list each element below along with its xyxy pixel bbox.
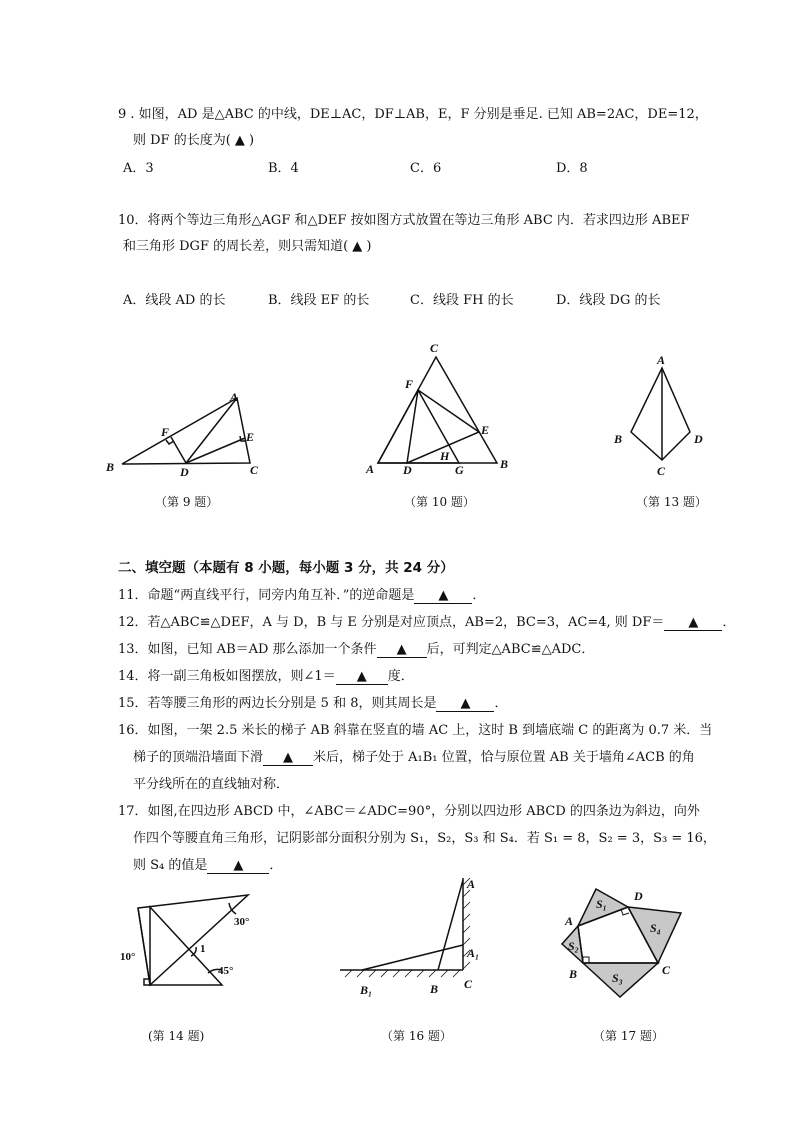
fig10-label-h: H <box>440 449 450 463</box>
q11-text: 11．命题“两直线平行，同旁内角互补．”的逆命题是 <box>118 588 415 603</box>
fig14-label-1: 1 <box>200 943 206 955</box>
q16-line1: 16．如图，一架 2.5 米长的梯子 AB 斜靠在竖直的墙 AC 上，这时 B 到墙底端 C 的距离为 0.7 米．当 <box>118 723 713 738</box>
q12 <box>118 611 735 631</box>
q10-option-c: C．线段 FH 的长 <box>410 293 514 308</box>
q17-blank: ▲ <box>207 858 269 874</box>
fig10-label-e: E <box>481 423 490 437</box>
figure-10 <box>378 357 497 463</box>
figure-9 <box>122 398 250 464</box>
fig16-label-c: C <box>464 977 473 991</box>
figure-13 <box>631 368 690 460</box>
fig13-caption: （第 13 题） <box>636 495 707 509</box>
q15-blank: ▲ <box>436 696 494 712</box>
q13-blank: ▲ <box>377 642 427 658</box>
fig17-caption: （第 17 题） <box>593 1029 664 1043</box>
q17-line3a: 则 S₄ 的值是 <box>133 858 208 873</box>
q15-end: ． <box>494 696 508 711</box>
fig9-label-d: D <box>180 465 189 479</box>
fig17-label-s3: S₃ <box>612 971 623 985</box>
q16-line2b: 米后，梯子处于 A₁B₁ 位置，恰与原位置 AB 关于墙角∠ACB 的角 <box>313 750 695 765</box>
q13 <box>118 638 594 658</box>
q13-text: 13．如图，已知 AB＝AD 那么添加一个条件 <box>118 642 377 657</box>
q9-option-d: D．8 <box>556 161 588 176</box>
q9-option-b: B．4 <box>268 161 299 176</box>
q17-end: ． <box>269 858 283 873</box>
fig17-label-s2: S₂ <box>568 939 579 953</box>
fig17-label-s1: S₁ <box>596 897 607 911</box>
fig17-label-s4: S₄ <box>650 921 661 935</box>
figure-16 <box>340 878 470 977</box>
fig9-label-b: B <box>106 460 115 474</box>
fig16-label-a: A <box>467 877 476 891</box>
fig10-caption: （第 10 题） <box>404 495 475 509</box>
fig9-label-e: E <box>246 430 255 444</box>
q14-blank: ▲ <box>336 669 388 685</box>
figures-top <box>0 330 794 490</box>
q16-line3: 平分线所在的直线轴对称． <box>133 777 290 792</box>
fig17-label-c: C <box>662 963 671 977</box>
fig9-label-c: C <box>250 463 259 477</box>
q12-end: ． <box>722 615 736 630</box>
q11-blank: ▲ <box>414 588 472 604</box>
fig17-label-d: D <box>634 889 643 903</box>
fig13-label-b: B <box>614 432 623 446</box>
fig13-label-a: A <box>657 353 666 367</box>
q10-line1: 10．将两个等边三角形△AGF 和△DEF 按如图方式放置在等边三角形 ABC 内．若求四边形 ABEF <box>118 213 690 228</box>
q15-text: 15．若等腰三角形的两边长分别是 5 和 8，则其周长是 <box>118 696 437 711</box>
q10-option-b: B．线段 EF 的长 <box>268 293 370 308</box>
q11-end: ． <box>472 588 486 603</box>
fig17-label-b: B <box>569 967 578 981</box>
q14-end: 度． <box>387 669 414 684</box>
q10-option-a: A．线段 AD 的长 <box>123 293 226 308</box>
fig10-label-c: C <box>430 341 439 355</box>
fig14-label-30: 30° <box>234 916 250 928</box>
q9-option-c: C．6 <box>410 161 442 176</box>
q13-end: 后，可判定△ABC≌△ADC． <box>426 642 595 657</box>
fig16-caption: （第 16 题） <box>381 1029 452 1043</box>
fig14-label-45: 45° <box>218 965 234 977</box>
fig13-label-c: C <box>657 464 666 478</box>
fig17-label-a: A <box>565 914 574 928</box>
fig16-label-b1: B₁ <box>360 983 373 997</box>
q16-blank: ▲ <box>263 750 313 766</box>
fig9-label-a: A <box>230 390 239 404</box>
q10-line2: 和三角形 DGF 的周长差，则只需知道( ▲ ) <box>123 239 372 254</box>
fig10-label-b: B <box>500 457 509 471</box>
fig10-label-a: A <box>366 462 375 476</box>
q12-text: 12．若△ABC≌△DEF，A 与 D，B 与 E 分别是对应顶点，AB=2，BC=3，AC=4, 则 DF＝ <box>118 615 665 630</box>
fig13-label-d: D <box>694 432 703 446</box>
q15 <box>118 692 508 712</box>
fig10-label-d: D <box>403 463 412 477</box>
fig16-label-a1: A₁ <box>467 946 480 960</box>
q9-line2: 则 DF 的长度为( ▲ ) <box>133 133 255 148</box>
fig9-caption: （第 9 题） <box>155 495 219 509</box>
q17-line2: 作四个等腰直角三角形，记阴影部分面积分别为 S₁，S₂，S₃ 和 S₄．若 S₁ = 8，S₂ = 3，S₃ = 16， <box>133 831 716 846</box>
fig10-label-g: G <box>455 463 464 477</box>
q14 <box>118 665 414 685</box>
fig14-caption: (第 14 题) <box>148 1029 205 1043</box>
q17-line1: 17．如图,在四边形 ABCD 中，∠ABC＝∠ADC=90°，分别以四边形 ABCD 的四条边为斜边，向外 <box>118 804 700 819</box>
section-2-title: 二、填空题（本题有 8 小题，每小题 3 分，共 24 分） <box>118 560 454 576</box>
q16-line2 <box>133 746 695 766</box>
q9-option-a: A．3 <box>123 161 154 176</box>
q9-line1: 9 . 如图，AD 是△ABC 的中线，DE⊥AC，DF⊥AB，E，F 分别是垂足. 已知 AB=2AC，DE=12， <box>118 107 708 122</box>
q16-line2a: 梯子的顶端沿墙面下滑 <box>133 750 264 765</box>
q11 <box>118 584 485 604</box>
figures-bottom <box>0 870 794 1020</box>
fig14-label-10: 10° <box>120 951 136 963</box>
q14-text: 14．将一副三角板如图摆放，则∠1＝ <box>118 669 336 684</box>
fig9-label-f: F <box>161 425 170 439</box>
q10-option-d: D．线段 DG 的长 <box>556 293 661 308</box>
fig10-label-f: F <box>405 377 414 391</box>
fig16-label-b: B <box>430 982 439 996</box>
q12-blank: ▲ <box>664 615 722 631</box>
